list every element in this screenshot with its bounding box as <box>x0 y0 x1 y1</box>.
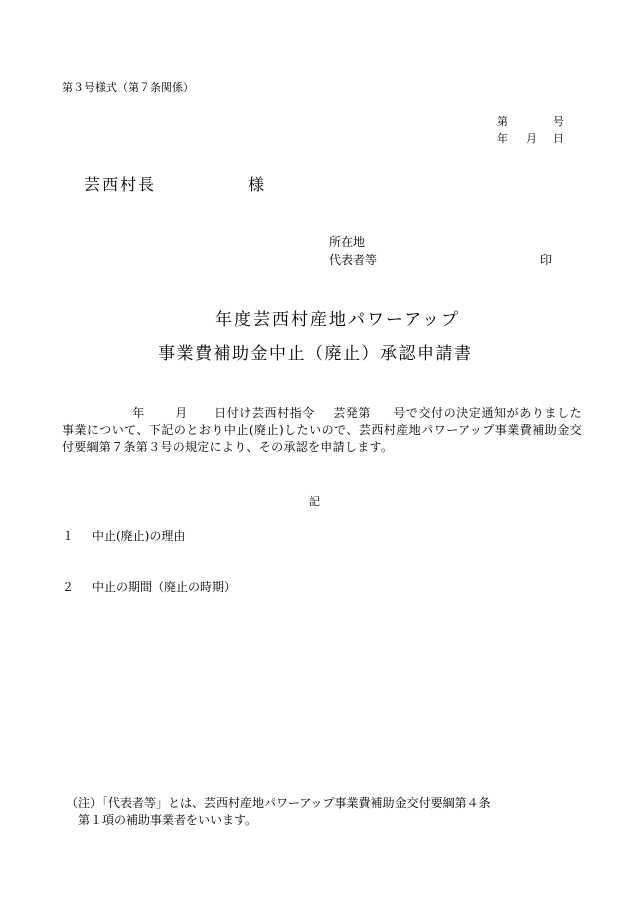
date-month: 月 <box>526 132 537 145</box>
body-doc-prefix: 芸発第 <box>332 406 371 420</box>
title-line2: 事業費補助金中止（廃止）承認申請書 <box>158 344 473 364</box>
note-line2: 第１項の補助事業者をいいます。 <box>78 813 258 827</box>
item-2-number: ２ <box>62 580 75 594</box>
body-paragraph <box>62 405 582 456</box>
doc-number-go: 号 <box>553 115 564 128</box>
body-month: 月 <box>174 406 188 420</box>
date-day: 日 <box>553 132 564 145</box>
note-line1: （注）「代表者等」とは、芸西村産地パワーアップ事業費補助金交付要綱第４条 <box>66 796 491 810</box>
note <box>66 795 586 829</box>
addressee-sama: 様 <box>248 175 265 194</box>
date-year: 年 <box>497 132 508 145</box>
title-line1: 年度芸西村産地パワーアップ <box>215 310 460 330</box>
form-number: 第３号様式（第７条関係） <box>62 81 194 94</box>
address-label: 所在地 <box>329 235 366 249</box>
body-year: 年 <box>132 406 145 420</box>
ki-heading: 記 <box>309 495 320 508</box>
body-rest: 号で交付の決定通知がありました事業について、下記のとおり中止(廃止)したいので、芸西村産地パワーアップ事業費補助金交付要綱第７条第３号の規定により、その承認を申請します。 <box>62 406 582 454</box>
seal-mark: 印 <box>540 253 553 267</box>
addressee-name: 芸西村長 <box>84 175 157 194</box>
item-1-number: １ <box>62 529 75 543</box>
body-date-ref: 日付け芸西村指令 <box>213 406 315 420</box>
item-1-label: 中止(廃止)の理由 <box>92 529 186 543</box>
representative-label: 代表者等 <box>329 253 378 267</box>
item-2-label: 中止の期間（廃止の時期） <box>92 580 237 594</box>
doc-number-dai: 第 <box>497 115 508 128</box>
